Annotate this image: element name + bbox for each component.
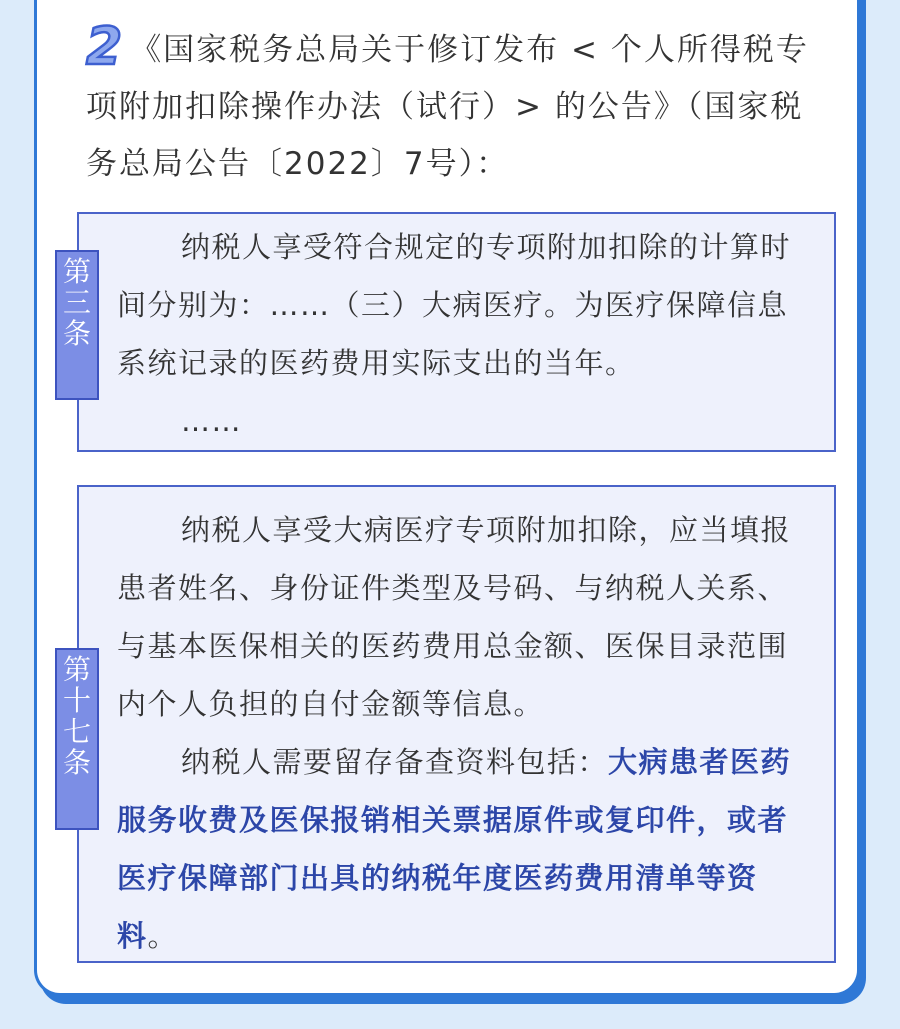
article-17-para2-end: 。: [147, 919, 179, 953]
tag-char: 三: [62, 286, 91, 319]
article-3-tag: [55, 250, 99, 400]
article-17-tag: [55, 648, 99, 830]
section-number: 2: [86, 17, 125, 77]
tag-char: 第: [62, 653, 91, 686]
heading-text: 《国家税务总局关于修订发布 < 个人所得税专项附加扣除操作办法（试行）> 的公告》（国家税务总局公告〔2022〕7号）：: [86, 32, 809, 182]
tag-char: 条: [62, 317, 91, 350]
article-17-para1: 纳税人享受大病医疗专项附加扣除，应当填报患者姓名、身份证件类型及号码、与纳税人关系、与基本医保相关的医药费用总金额、医保目录范围内个人负担的自付金额等信息。: [117, 513, 792, 721]
article-17-highlight: 大病患者医药服务收费及医保报销相关票据原件或复印件，或者医疗保障部门出具的纳税年度医药费用清单等资料: [117, 745, 792, 953]
tag-char: 七: [62, 715, 91, 748]
article-17-para2: 纳税人需要留存备查资料包括：: [181, 745, 609, 779]
tag-char: 第: [62, 255, 91, 288]
article-3-body: 纳税人享受符合规定的专项附加扣除的计算时间分别为：……（三）大病医疗。为医疗保障信息系统记录的医药费用实际支出的当年。: [117, 230, 792, 380]
article-3-text: [117, 218, 817, 450]
tag-char: 条: [62, 746, 91, 779]
article-3-ellipsis: ……: [181, 404, 242, 438]
section-heading: [86, 17, 816, 193]
article-17-text: [117, 501, 817, 965]
tag-char: 十: [62, 684, 91, 717]
